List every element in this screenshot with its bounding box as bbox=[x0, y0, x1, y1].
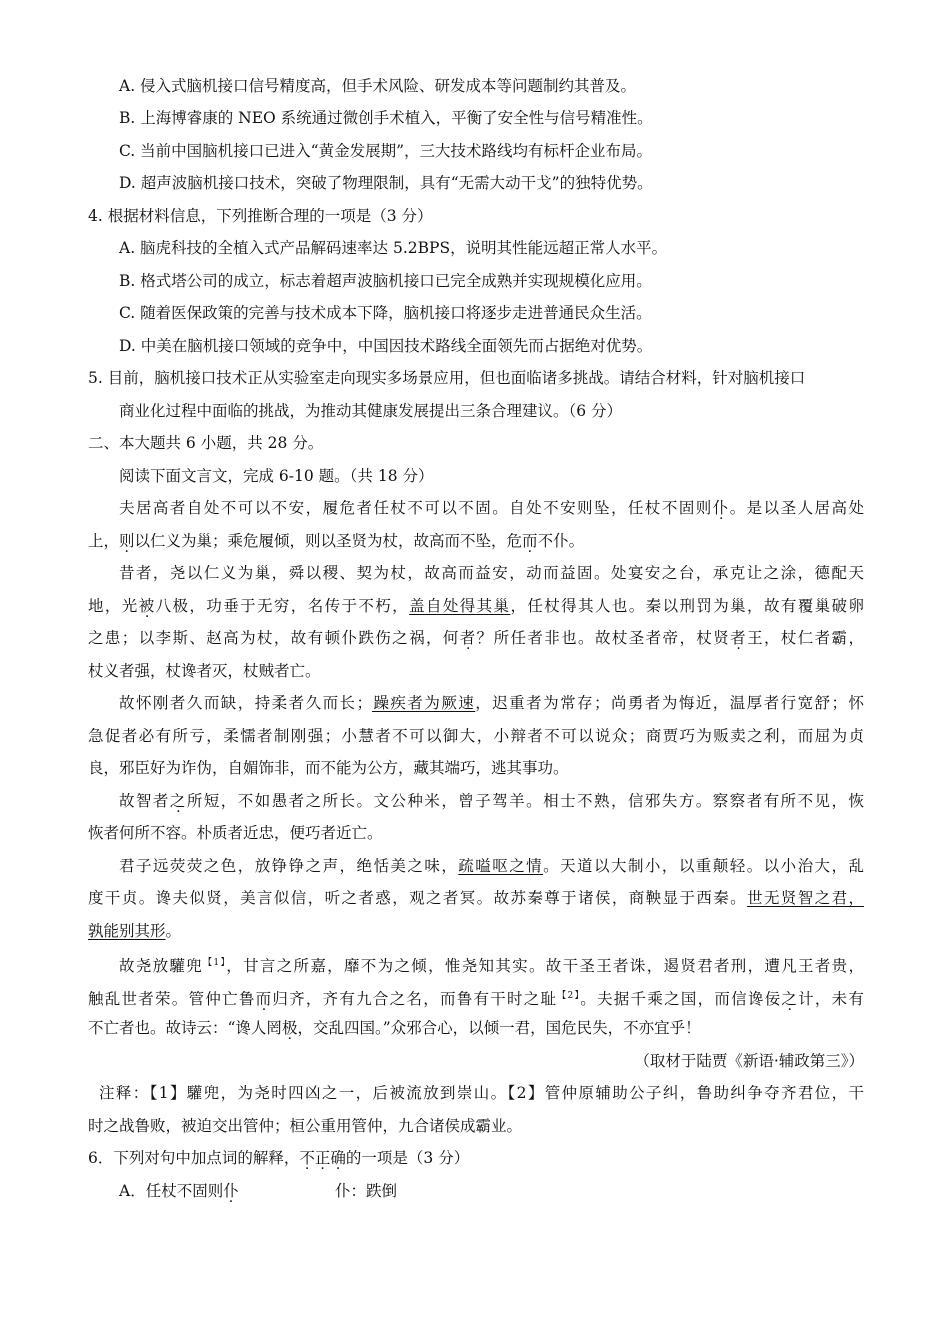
q4-option-a: A. 脑虎科技的全植入式产品解码速率达 5.2BPS，说明其性能远超正常人水平。 bbox=[119, 239, 668, 257]
underlined-sentence: 躁疾者为厥速 bbox=[372, 694, 476, 712]
passage-p2-line4: 杖义者强，杖谗者灭，杖贼者亡。 bbox=[88, 662, 321, 680]
q5-stem-line1: 5. 目前，脑机接口技术正从实验室走向现实多场景应用，但也面临诸多挑战。请结合材料，针对脑机接口 bbox=[88, 369, 806, 387]
q6-stem: 6．下列对句中加点词的解释，不正确的一项是（3 分） bbox=[88, 1149, 470, 1167]
passage-p3-line2: 急促者必有所亏，柔懦者制刚强；小慧者不可以御大，小辩者不可以说众；商贾巧为贩卖之利，而屈为贞 bbox=[88, 727, 864, 745]
passage-p4-line2: 恢者何所不容。朴质者近忠，便巧者近亡。 bbox=[88, 824, 383, 842]
q4-option-b: B. 格式塔公司的成立，标志着超声波脑机接口已完全成熟并实现规模化应用。 bbox=[119, 272, 652, 290]
passage-p2-line3: 之患；以李斯、赵高为杖，故有顿仆跌伤之祸，何者？所任者非也。故杖圣者帝，杖贤者王，杖仁者霸， bbox=[88, 629, 864, 647]
dotted-word: 而 bbox=[255, 990, 273, 1009]
passage-p3-line1: 故怀刚者久而缺，持柔者久而长；躁疾者为厥速，迟重者为常存；尚勇者为悔近，温厚者行宽舒；怀 bbox=[119, 694, 864, 712]
dotted-word: 正 bbox=[314, 1149, 331, 1167]
notes-line2: 时之战鲁败，被迫交出管仲；桓公重用管仲，九合诸侯成霸业。 bbox=[88, 1117, 523, 1135]
passage-p6-line3: 不亡者也。故诗云：“谗人罔极，交乱四国。”众邪合心，以倾一君，国危民失，不亦宜乎！ bbox=[88, 1019, 701, 1037]
passage-p4-line1: 故智者之所短，不如愚者之所长。文公种米，曾子驾羊。相士不熟，信邪失方。察察者有所不见，恢 bbox=[119, 792, 864, 810]
passage-p1-line2: 上，则以仁义为巢；乘危履倾，则以圣贤为杖，故高而不坠，危而不仆。 bbox=[88, 532, 585, 550]
passage-p2-line1: 昔者，尧以仁义为巢，舜以稷、契为杖，故高而益安，动而益固。处宴安之台，承克让之涂，德配天 bbox=[119, 564, 864, 582]
passage-p5-line3: 孰能别其形。 bbox=[88, 922, 182, 940]
underlined-sentence: 孰能别其形 bbox=[88, 922, 166, 940]
dotted-word: 被 bbox=[138, 597, 156, 615]
passage-p1-line1: 夫居高者自处不可以不安，履危者任杖不可以不固。自处不安则坠，任杖不固则仆。是以圣人居高处 bbox=[119, 499, 864, 517]
passage-p5-line2: 度干贞。谗夫似贤，美言似信，听之者惑，观之者冥。故苏秦尊于诸侯，商鞅显于西秦。世无贤智之君， bbox=[88, 889, 864, 907]
passage-p2-line2: 地，光被八极，功垂于无穷，名传于不朽，盖自处得其巢，任杖得其人也。秦以刑罚为巢，故有覆巢破卵 bbox=[88, 597, 864, 615]
dotted-word: 仆 bbox=[712, 499, 730, 517]
dotted-word: 不 bbox=[299, 1149, 315, 1167]
section-heading: 二、本大题共 6 小题，共 28 分。 bbox=[88, 434, 324, 452]
q3-option-b: B. 上海博睿康的 NEO 系统通过微创手术植入，平衡了安全性与信号精准性。 bbox=[119, 109, 653, 127]
q3-option-c: C. 当前中国脑机接口已进入“黄金发展期”，三大技术路线均有标杆企业布局。 bbox=[119, 142, 653, 160]
q4-option-d: D. 中美在脑机接口领域的竞争中，中国因技术路线全面领先而占据绝对优势。 bbox=[119, 337, 653, 355]
q3-option-d: D. 超声波脑机接口技术，突破了物理限制，具有“无需大动干戈”的独特优势。 bbox=[119, 174, 653, 192]
q4-option-c: C. 随着医保政策的完善与技术成本下降，脑机接口将逐步走进普通民众生活。 bbox=[119, 304, 652, 322]
q6-option-a: A．任杖不固则仆 bbox=[119, 1182, 239, 1200]
dotted-word: 之 bbox=[781, 990, 799, 1009]
passage-p5-line1: 君子远荧荧之色，放铮铮之声，绝恬美之味，疏嗌呕之情。天道以大制小，以重颠轻。以小治大，乱 bbox=[119, 857, 864, 875]
dotted-word: 而 bbox=[522, 532, 538, 550]
passage-p6-line2: 触乱世者荣。管仲亡鲁而归齐，齐有九合之名，而鲁有干时之耻$^{【2】}$。夫据千乘之国，而信谗佞之计，未有 bbox=[88, 990, 864, 1009]
q5-stem-line2: 商业化过程中面临的挑战，为推动其健康发展提出三条合理建议。（6 分） bbox=[119, 402, 623, 420]
dotted-word: 极 bbox=[281, 1019, 298, 1037]
dotted-word: 之 bbox=[169, 792, 187, 810]
footnote-marker: 【2】 bbox=[557, 991, 581, 1001]
passage-p6-line1: 故尧放驩兜$^{【1】}$，甘言之所嘉，靡不为之倾，惟尧知其实。故干圣王者诛，遏贤君者刑，遭凡王者贵， bbox=[119, 957, 864, 976]
q6-option-a-explanation: 仆：跌倒 bbox=[335, 1182, 398, 1200]
passage-p3-line3: 良，邪臣好为诈伪，自媚饰非，而不能为公方，藏其端巧，逃其事功。 bbox=[88, 759, 569, 777]
dotted-word: 则 bbox=[119, 532, 135, 550]
underlined-sentence: 世无贤智之君， bbox=[747, 889, 864, 907]
dotted-word: 者 bbox=[459, 629, 477, 647]
notes-line1: 注释：【1】驩兜，为尧时四凶之一，后被流放到崇山。【2】管仲原辅助公子纠，鲁助纠争夺齐君位，干 bbox=[99, 1084, 864, 1102]
footnote-marker: 【1】 bbox=[203, 958, 227, 968]
passage-source: （取材于陆贾《新语·辅政第三》） bbox=[634, 1052, 864, 1070]
section-intro: 阅读下面文言文，完成 6-10 题。（共 18 分） bbox=[119, 467, 434, 485]
underlined-sentence: 盖自处得其巢 bbox=[409, 597, 511, 615]
dotted-word: 确 bbox=[330, 1149, 346, 1167]
dotted-word: 者 bbox=[730, 629, 748, 647]
q4-stem: 4. 根据材料信息，下列推断合理的一项是（3 分） bbox=[88, 207, 433, 225]
underlined-sentence: 疏嗌呕之情 bbox=[458, 857, 544, 875]
q3-option-a: A. 侵入式脑机接口信号精度高，但手术风险、研发成本等问题制约其普及。 bbox=[119, 77, 637, 95]
dotted-word: 仆 bbox=[223, 1182, 239, 1200]
